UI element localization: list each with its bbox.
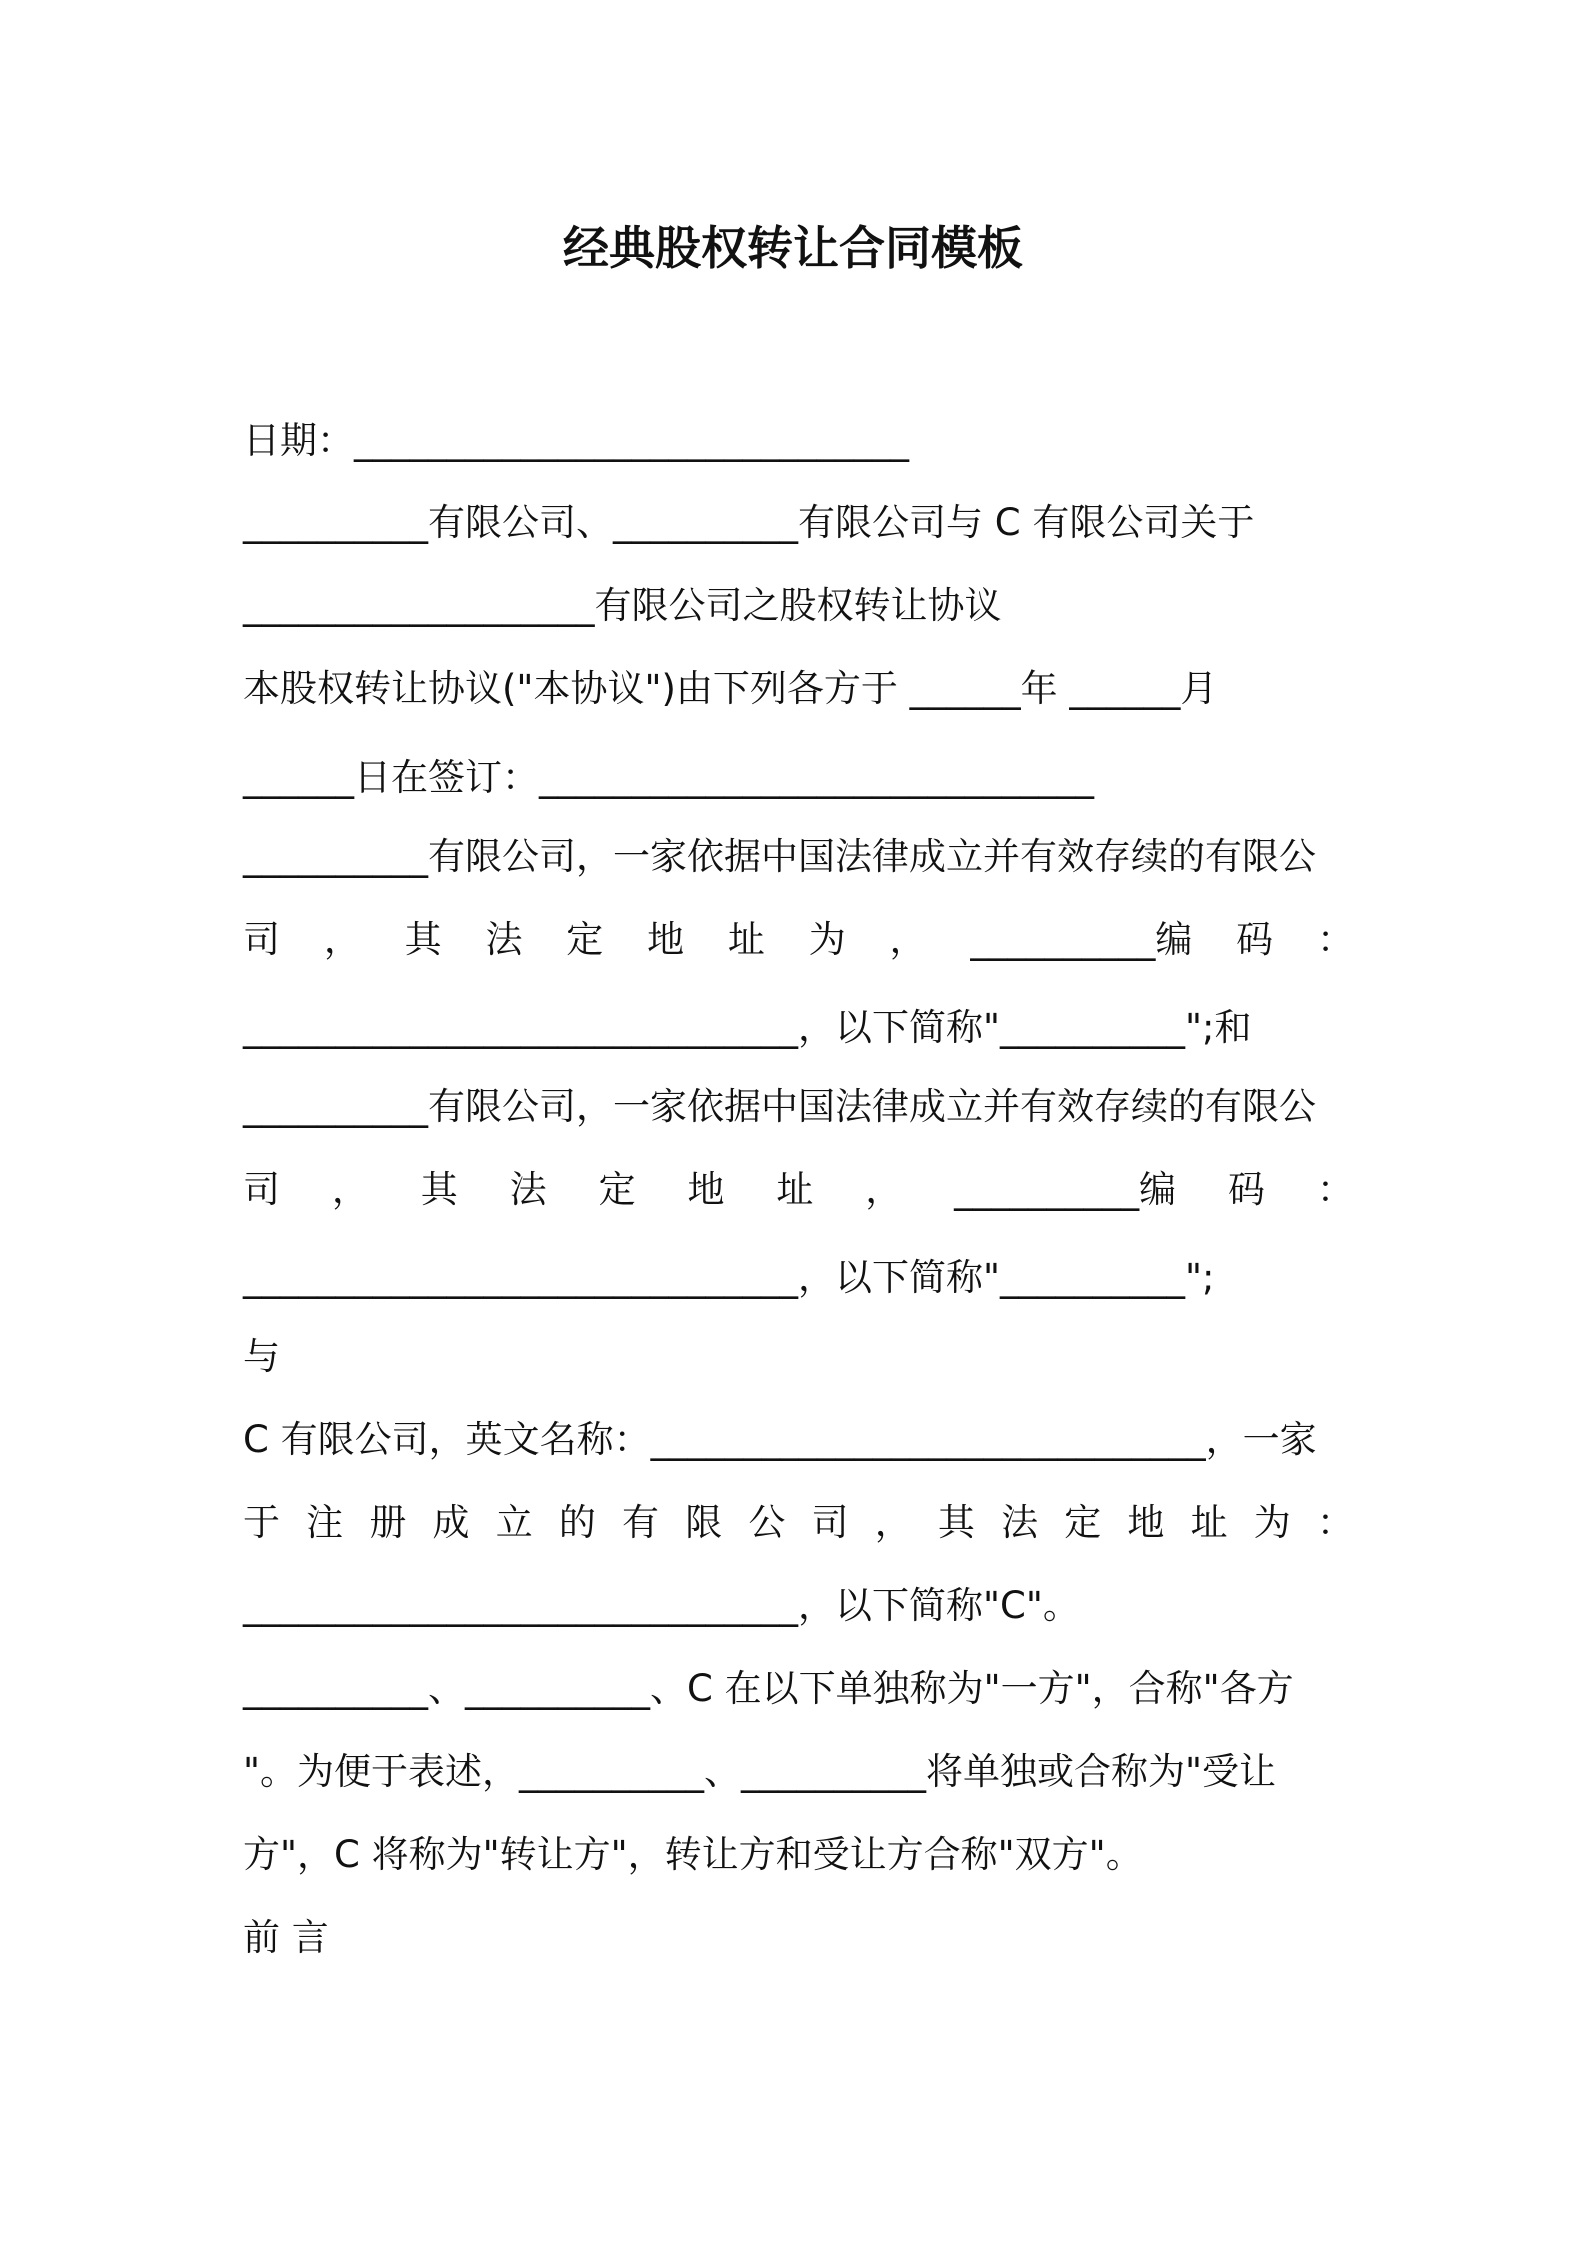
text-segment: ：	[1316, 1168, 1354, 1211]
definitions-line-3: 方"，C 将称为"转让方"，转让方和受让方合称"双方"。	[243, 1833, 1143, 1876]
text-segment: 限	[685, 1501, 723, 1544]
text-segment: 注	[306, 1501, 344, 1544]
text-segment: 为	[1253, 1501, 1291, 1544]
preamble-heading: 前 言	[243, 1916, 329, 1959]
text-segment: ：	[1316, 918, 1354, 961]
text-segment: 司	[243, 1168, 280, 1211]
text-segment: 司	[811, 1501, 849, 1544]
text-segment: 法	[509, 1168, 547, 1211]
conjunction-line: 与	[243, 1335, 280, 1378]
text-segment: 址	[776, 1168, 814, 1211]
text-segment: __________编	[970, 918, 1193, 961]
text-segment: 立	[495, 1501, 533, 1544]
party-c-line-2	[243, 1497, 1354, 1549]
text-segment: 址	[1190, 1501, 1228, 1544]
text-segment: 公	[748, 1501, 786, 1544]
text-segment: 其	[404, 918, 442, 961]
text-segment: ，	[865, 1168, 903, 1211]
date-line: 日期：______________________________	[243, 419, 909, 462]
text-segment: 司	[243, 918, 280, 961]
text-segment: 的	[558, 1501, 596, 1544]
text-segment: 册	[369, 1501, 407, 1544]
text-segment: 其	[420, 1168, 458, 1211]
text-segment: 定	[1064, 1501, 1102, 1544]
text-segment: 定	[598, 1168, 636, 1211]
text-segment: 地	[647, 918, 685, 961]
document-title: 经典股权转让合同模板	[563, 221, 1023, 275]
party-b-line-2	[243, 1164, 1354, 1216]
party-a-line-3: ______________________________，以下简称"__________";和	[243, 1006, 1252, 1049]
party-c-line-3: ______________________________，以下简称"C"。	[243, 1584, 1080, 1627]
text-segment: 址	[727, 918, 765, 961]
agreement-intro-line-2: ______日在签订：______________________________	[243, 756, 1094, 799]
party-c-line-1: C 有限公司，英文名称：______________________________，一家	[243, 1418, 1317, 1461]
text-segment: 法	[485, 918, 523, 961]
text-segment: ，	[889, 918, 927, 961]
definitions-line-1: __________、__________、C 在以下单独称为"一方"，合称"各方	[243, 1667, 1294, 1710]
text-segment: 成	[432, 1501, 470, 1544]
text-segment: 为	[808, 918, 846, 961]
parties-heading-line-1: __________有限公司、__________有限公司与 C 有限公司关于	[243, 501, 1255, 544]
text-segment: 地	[1127, 1501, 1165, 1544]
text-segment: 定	[566, 918, 604, 961]
text-segment: ，	[323, 918, 361, 961]
definitions-line-2: "。为便于表述，__________、__________将单独或合称为"受让	[243, 1750, 1277, 1793]
text-segment: 码	[1228, 1168, 1266, 1211]
text-segment: 有	[622, 1501, 660, 1544]
party-b-line-3: ______________________________，以下简称"__________";	[243, 1256, 1215, 1299]
party-a-line-2	[243, 914, 1354, 966]
text-segment: __________编	[954, 1168, 1177, 1211]
parties-heading-line-2: ___________________有限公司之股权转让协议	[243, 584, 1002, 627]
text-segment: 其	[937, 1501, 975, 1544]
text-segment: 于	[243, 1501, 280, 1544]
party-b-line-1: __________有限公司，一家依据中国法律成立并有效存续的有限公	[243, 1085, 1316, 1128]
text-segment: ，	[331, 1168, 369, 1211]
agreement-intro-line-1: 本股权转让协议("本协议")由下列各方于 ______年 ______月	[243, 667, 1218, 710]
party-a-line-1: __________有限公司，一家依据中国法律成立并有效存续的有限公	[243, 835, 1316, 878]
text-segment: 法	[1001, 1501, 1039, 1544]
text-segment: 码	[1236, 918, 1274, 961]
text-segment: ：	[1316, 1501, 1354, 1544]
text-segment: ，	[874, 1501, 912, 1544]
text-segment: 地	[687, 1168, 725, 1211]
